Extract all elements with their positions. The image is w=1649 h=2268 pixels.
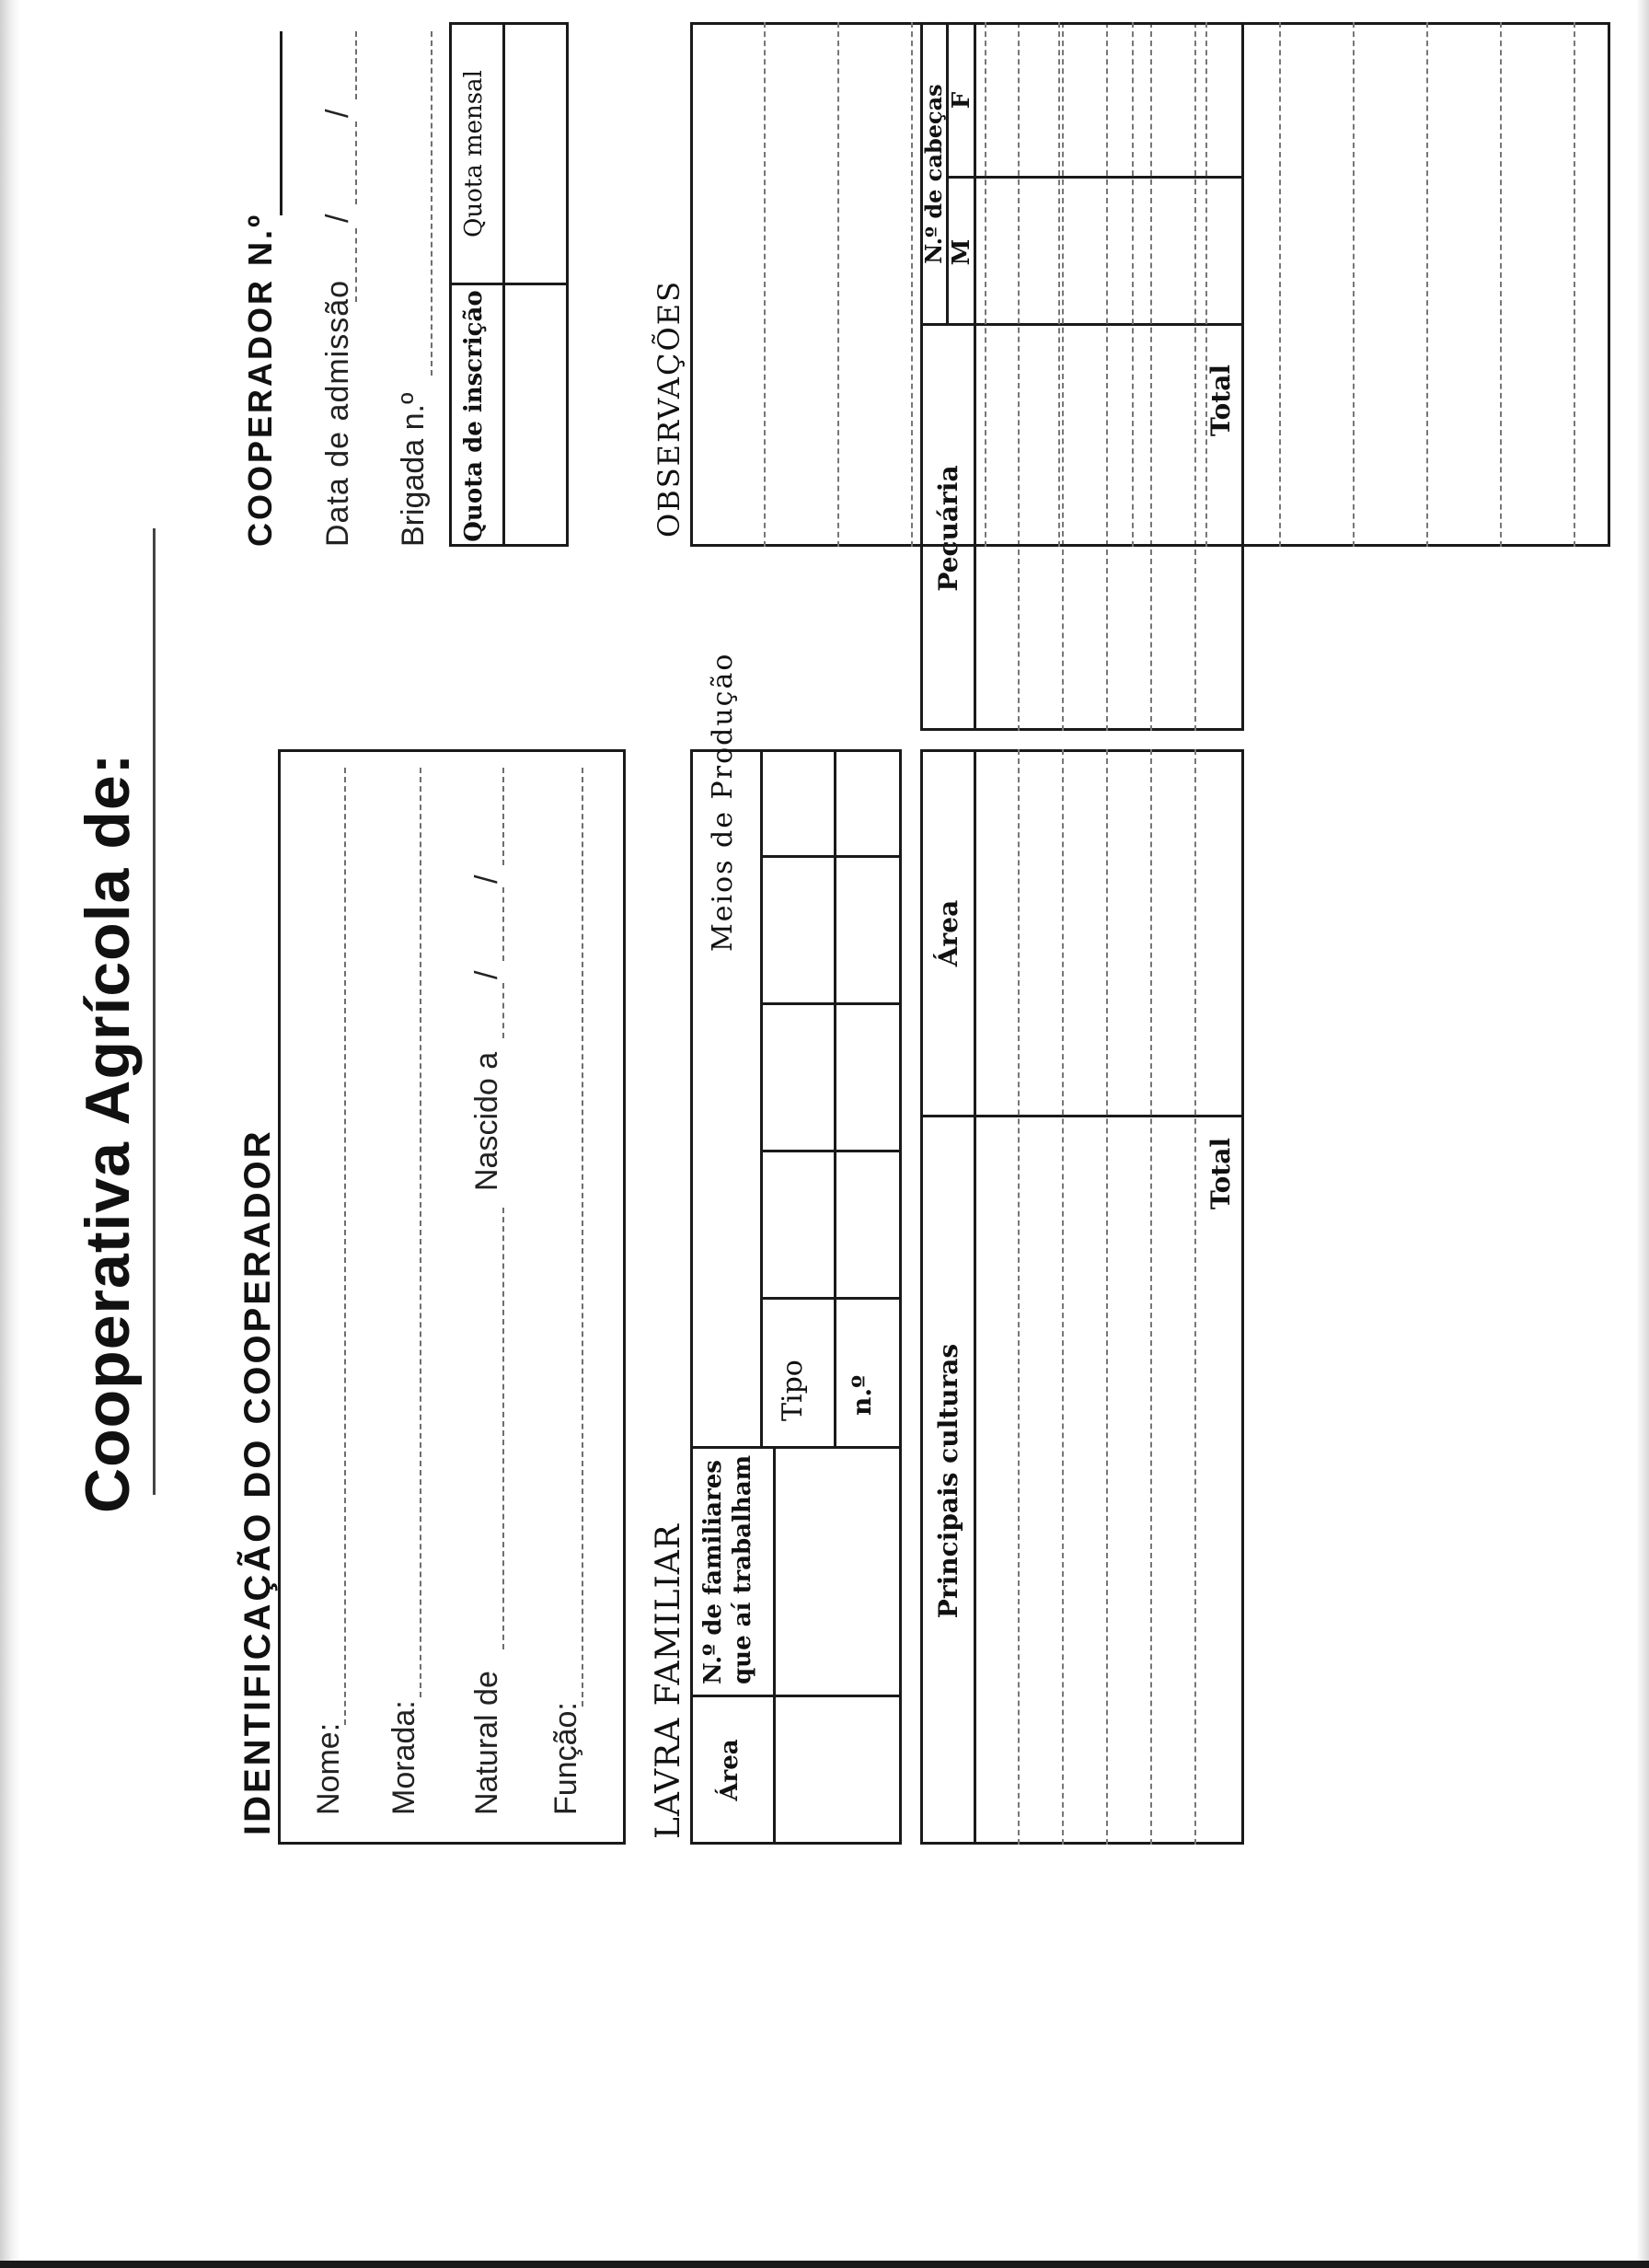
- culturas-row-line-1: [1018, 749, 1020, 1845]
- funcao-label: Função:: [548, 1702, 583, 1815]
- obs-line-1[interactable]: [764, 22, 766, 547]
- identificacao-heading: IDENTIFICAÇÃO DO COOPERADOR: [237, 1128, 278, 1835]
- data-admissao-label: Data de admissão: [320, 279, 355, 547]
- scan-bottom-edge: [0, 2261, 1649, 2268]
- obs-line-9[interactable]: [1353, 22, 1355, 547]
- meios-tipo-label: Tipo: [777, 1360, 809, 1421]
- lavra-heading: LAVRA FAMILIAR: [650, 1523, 687, 1839]
- quota-mensal-header: Quota mensal: [460, 70, 488, 237]
- lavra-familiares-line1: N.º de familiares: [699, 1460, 727, 1684]
- natural-field[interactable]: [502, 1208, 504, 1649]
- cooperador-heading: COOPERADOR N.º: [241, 212, 279, 547]
- culturas-header: Principais culturas: [933, 1343, 963, 1619]
- nascido-label: Nascido a: [469, 1051, 504, 1191]
- culturas-row-line-5: [1194, 749, 1196, 1845]
- obs-line-7[interactable]: [1205, 22, 1207, 547]
- title-underline: [153, 528, 156, 1495]
- culturas-total-label: Total: [1205, 1137, 1236, 1209]
- lavra-div-2: [690, 1446, 902, 1449]
- obs-line-12[interactable]: [1574, 22, 1575, 547]
- admissao-year-field[interactable]: [355, 31, 357, 99]
- culturas-row-line-4: [1150, 749, 1152, 1845]
- morada-label: Morada:: [386, 1700, 421, 1815]
- obs-line-5[interactable]: [1058, 22, 1060, 547]
- obs-line-3[interactable]: [911, 22, 913, 547]
- nascido-day-field[interactable]: [502, 983, 504, 1038]
- meios-div-a: [760, 1297, 902, 1300]
- pecuaria-f-header: F: [948, 91, 975, 110]
- meios-div-b: [760, 1150, 902, 1152]
- lavra-header-rule: [773, 1449, 776, 1845]
- pecuaria-header: Pecuária: [933, 465, 963, 592]
- pecuaria-cabecas-header: N.º de cabeças: [920, 84, 947, 264]
- meios-producao-header: Meios de Produção: [707, 652, 739, 952]
- meios-div-c: [760, 1002, 902, 1005]
- lavra-familiares-line2: que aí trabalham: [729, 1454, 756, 1684]
- meios-mid-rule: [760, 749, 763, 1449]
- identificacao-box: [278, 749, 626, 1845]
- nascido-sep-2: /: [469, 874, 504, 884]
- nascido-year-field[interactable]: [502, 768, 504, 865]
- observacoes-heading: OBSERVAÇÕES: [652, 279, 686, 538]
- obs-line-4[interactable]: [985, 22, 986, 547]
- brigada-label: Brigada n.º: [396, 392, 431, 547]
- culturas-row-line-3: [1106, 749, 1108, 1845]
- pecuaria-total-label: Total: [1205, 364, 1236, 436]
- nome-label: Nome:: [311, 1722, 346, 1815]
- quota-inscricao-header: Quota de inscrição: [460, 290, 488, 542]
- funcao-field[interactable]: [582, 768, 583, 1707]
- admissao-day-field[interactable]: [355, 228, 357, 302]
- meios-low-rule: [834, 749, 836, 1449]
- morada-field[interactable]: [420, 768, 421, 1697]
- obs-line-11[interactable]: [1500, 22, 1502, 547]
- cooperador-number-field[interactable]: [280, 31, 283, 215]
- admissao-sep-1: /: [320, 214, 355, 223]
- observacoes-box: [690, 22, 1610, 547]
- nome-field[interactable]: [344, 768, 346, 1725]
- culturas-area-header: Área: [933, 899, 963, 967]
- admissao-sep-2: /: [320, 109, 355, 118]
- form-title: Cooperativa Agrícola de:: [73, 752, 143, 1513]
- meios-numero-label: n.º: [847, 1374, 877, 1416]
- lavra-area-header: Área: [716, 1739, 744, 1801]
- admissao-month-field[interactable]: [355, 122, 357, 204]
- culturas-row-line-2: [1062, 749, 1064, 1845]
- nascido-month-field[interactable]: [502, 887, 504, 961]
- obs-line-8[interactable]: [1279, 22, 1281, 547]
- obs-line-10[interactable]: [1426, 22, 1428, 547]
- pecuaria-m-header: M: [948, 238, 975, 266]
- meios-div-d: [760, 855, 902, 858]
- culturas-header-rule: [974, 749, 976, 1845]
- brigada-field[interactable]: [431, 31, 432, 376]
- natural-label: Natural de: [469, 1671, 504, 1815]
- obs-line-6[interactable]: [1132, 22, 1134, 547]
- obs-line-2[interactable]: [837, 22, 839, 547]
- nascido-sep-1: /: [469, 970, 504, 979]
